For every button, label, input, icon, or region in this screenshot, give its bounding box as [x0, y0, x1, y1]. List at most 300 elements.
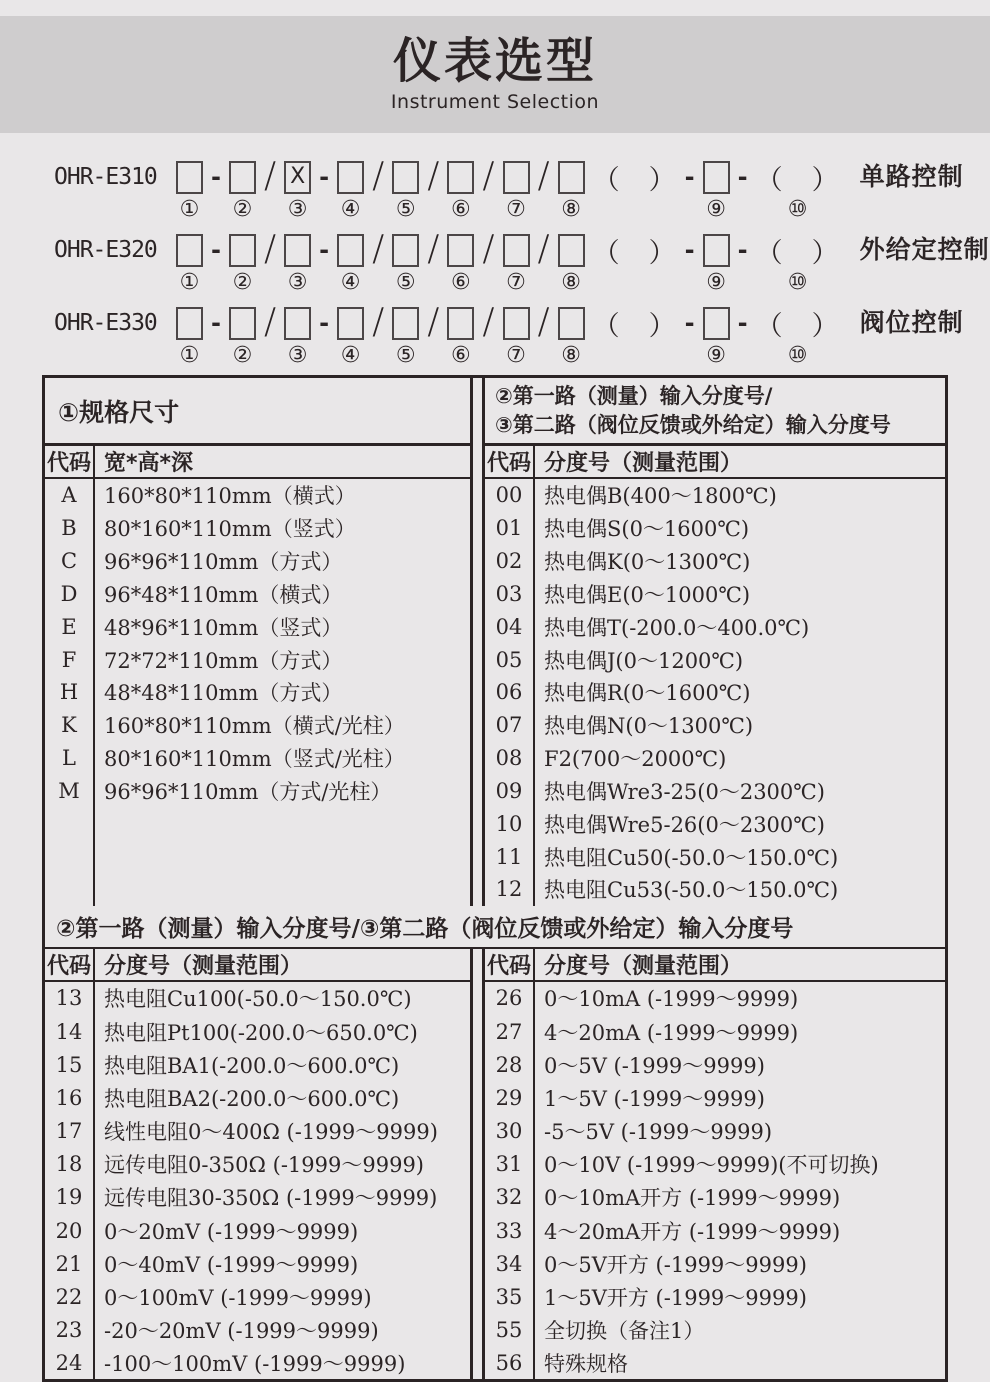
code-cell: 31: [485, 1148, 535, 1181]
code-slot: [558, 156, 585, 224]
code-box: [176, 161, 203, 194]
index-number-header-line2: ③第二路（阀位反馈或外给定）输入分度号: [495, 412, 891, 437]
token: [176, 156, 203, 198]
slash-separator: /: [427, 154, 440, 196]
desc-cell: -5～5V (-1999～9999): [544, 1120, 773, 1145]
separator-slot: [319, 156, 329, 224]
code-box-input-type: [284, 307, 311, 340]
model-row: [54, 302, 990, 370]
code-box: [392, 234, 419, 267]
code-cell: C: [45, 545, 95, 578]
position-number: ①: [179, 270, 200, 295]
separator-slot: [593, 156, 677, 224]
slash-separator: /: [482, 300, 495, 342]
table-row: [485, 807, 945, 840]
position-number: ②: [232, 197, 253, 222]
code-box: [447, 234, 474, 267]
lower-section: [45, 949, 945, 1380]
table-row: [485, 1214, 945, 1247]
desc-cell: 热电阻Cu53(-50.0～150.0℃): [544, 878, 839, 903]
parentheses: （ ）: [592, 237, 677, 269]
code-cell: 23: [45, 1314, 95, 1347]
model-name: OHR-E320: [54, 237, 157, 263]
slash-separator: /: [482, 227, 495, 269]
code-box: [447, 307, 474, 340]
spec-column-headers: [45, 446, 470, 479]
table-row: [45, 774, 470, 807]
slash-separator: /: [372, 300, 385, 342]
table-row: [45, 1347, 470, 1380]
code-column-header: 代码: [485, 446, 535, 477]
position-number: ④: [340, 343, 361, 368]
code-box: [503, 161, 530, 194]
separator-slot: [427, 156, 439, 224]
separator-slot: [482, 156, 494, 224]
table-row: [45, 1214, 470, 1247]
code-cell: 26: [485, 982, 535, 1015]
desc-cell: 热电偶K(0～1300℃): [544, 550, 751, 575]
desc-cell: 0～10V (-1999～9999)(不可切换): [544, 1153, 879, 1178]
table-row: [485, 1081, 945, 1114]
position-number: ⑨: [706, 197, 726, 222]
token: [284, 156, 311, 198]
separator-slot: [538, 302, 550, 370]
dash-separator: -: [737, 309, 748, 337]
separator-slot: [756, 156, 840, 224]
control-type-label: 单路控制: [859, 162, 964, 191]
table-divider-gap: [473, 949, 482, 1380]
spec-size-header-text: ①规格尺寸: [58, 397, 180, 427]
control-type-label: 阀位控制: [859, 308, 964, 337]
separator-slot: [319, 302, 329, 370]
token: [392, 156, 419, 198]
desc-cell: 热电阻Cu100(-50.0～150.0℃): [104, 987, 412, 1012]
code-cell: E: [45, 610, 95, 643]
separator-slot: [372, 229, 384, 297]
separator-slot: [538, 156, 550, 224]
position-number: ⑧: [561, 270, 581, 295]
code-slot: [447, 229, 474, 297]
position-number: ⑧: [561, 343, 581, 368]
parentheses: （ ）: [755, 237, 840, 269]
desc-cell: 160*80*110mm（横式）: [104, 484, 356, 509]
code-box-input-type: X: [284, 161, 311, 194]
code-slot: [229, 229, 256, 297]
dash-separator: -: [319, 236, 330, 264]
desc-cell: 热电偶R(0～1600℃): [544, 681, 751, 706]
token: [392, 229, 419, 271]
desc-cell: 0～10mA开方 (-1999～9999): [544, 1186, 841, 1211]
dash-separator: -: [737, 236, 748, 264]
position-number: ⑦: [506, 197, 526, 222]
token: [392, 302, 419, 344]
position-number: ④: [340, 197, 361, 222]
section-banner: ②第一路（测量）输入分度号/③第二路（阀位反馈或外给定）输入分度号: [45, 906, 945, 949]
code-cell: 02: [485, 545, 535, 578]
table-row: [485, 610, 945, 643]
dash-separator: -: [211, 309, 221, 337]
slash-separator: /: [537, 300, 550, 342]
position-number: ⑩: [787, 343, 808, 368]
table-row: [485, 1347, 945, 1380]
separator-slot: [685, 156, 695, 224]
spec-size-header: [45, 378, 470, 446]
index-number-rows: [485, 982, 945, 1380]
token: [229, 156, 256, 198]
table-row: [45, 1015, 470, 1048]
code-slot: [337, 302, 364, 370]
code-slot: [337, 156, 364, 224]
code-box: [447, 161, 474, 194]
table-row: [485, 840, 945, 873]
token: [229, 229, 256, 271]
position-number: ⑧: [561, 197, 581, 222]
token: [337, 302, 364, 344]
code-cell: 56: [485, 1347, 535, 1380]
code-box: [703, 161, 730, 194]
range-column-header: 分度号（测量范围）: [544, 953, 743, 979]
code-cell: 21: [45, 1247, 95, 1280]
index-number-table-bottom-left: [45, 949, 473, 1380]
code-slot: [392, 302, 419, 370]
position-number: ②: [232, 343, 253, 368]
code-cell: 03: [485, 577, 535, 610]
separator-slot: [685, 229, 695, 297]
code-cell: F: [45, 643, 95, 676]
table-row: [45, 709, 470, 742]
position-number: ⑤: [395, 197, 416, 222]
token: [558, 229, 585, 271]
slash-separator: /: [537, 154, 550, 196]
desc-cell: 热电阻BA1(-200.0～600.0℃): [104, 1053, 400, 1078]
table-row: [485, 1148, 945, 1181]
table-row: [485, 545, 945, 578]
separator-slot: [211, 156, 221, 224]
separator-slot: [264, 229, 276, 297]
page-subtitle: Instrument Selection: [390, 90, 600, 113]
table-row: [485, 676, 945, 709]
code-box: [558, 307, 585, 340]
code-box: [558, 161, 585, 194]
code-box: [176, 307, 203, 340]
control-type-label: 外给定控制: [859, 235, 990, 264]
code-cell: [45, 807, 95, 905]
desc-cell: 160*80*110mm（横式/光柱）: [104, 714, 405, 739]
code-column-header: 代码: [45, 446, 95, 477]
index-column-headers: [485, 949, 945, 982]
empty-filler: [45, 807, 470, 905]
separator-slot: [264, 156, 276, 224]
code-box: [229, 234, 256, 267]
code-cell: 12: [485, 873, 535, 906]
token: [447, 156, 474, 198]
code-slot: [703, 229, 730, 297]
token: [503, 156, 530, 198]
index-number-table-bottom-right: [482, 949, 945, 1380]
index-number-rows: [485, 479, 945, 906]
position-number: ⑤: [395, 343, 416, 368]
desc-cell: 热电偶T(-200.0～400.0℃): [544, 615, 810, 640]
desc-cell: [95, 807, 104, 905]
code-slot: [503, 302, 530, 370]
token: [176, 302, 203, 344]
model-row: [54, 229, 990, 297]
table-row: [45, 1148, 470, 1181]
code-cell: 35: [485, 1280, 535, 1313]
code-box: [503, 307, 530, 340]
slash-separator: /: [427, 300, 440, 342]
position-number: ④: [340, 270, 361, 295]
code-box: [558, 234, 585, 267]
token: [447, 229, 474, 271]
code-column-header: 代码: [45, 949, 95, 980]
slash-separator: /: [263, 227, 277, 269]
separator-slot: [264, 302, 276, 370]
code-cell: 29: [485, 1081, 535, 1114]
table-row: [45, 643, 470, 676]
dimension-column-header: 宽*高*深: [104, 451, 194, 476]
desc-cell: 1～5V开方 (-1999～9999): [544, 1286, 807, 1311]
code-box: [337, 307, 364, 340]
code-box: [392, 161, 419, 194]
table-row: [485, 577, 945, 610]
table-row: [45, 1181, 470, 1214]
separator-slot: [756, 229, 840, 297]
desc-cell: 0～40mV (-1999～9999): [104, 1252, 359, 1277]
position-number: ②: [232, 270, 253, 295]
desc-cell: 0～10mA (-1999～9999): [544, 987, 799, 1012]
code-cell: 07: [485, 709, 535, 742]
token: [703, 229, 730, 271]
code-box: [392, 307, 419, 340]
separator-slot: [538, 229, 550, 297]
table-row: [485, 774, 945, 807]
desc-cell: 4～20mA开方 (-1999～9999): [544, 1219, 841, 1244]
desc-cell: 热电偶S(0～1600℃): [544, 517, 750, 542]
separator-slot: [211, 229, 221, 297]
table-row: [485, 1015, 945, 1048]
code-slot: [284, 156, 311, 224]
code-cell: 32: [485, 1181, 535, 1214]
desc-cell: 48*96*110mm（竖式）: [104, 615, 343, 640]
index-column-headers: [485, 446, 945, 479]
code-cell: 22: [45, 1280, 95, 1313]
code-box: [703, 307, 730, 340]
table-row: [485, 1181, 945, 1214]
separator-slot: [482, 229, 494, 297]
token: [229, 302, 256, 344]
separator-slot: [372, 302, 384, 370]
dash-separator: -: [211, 163, 221, 191]
separator-slot: [372, 156, 384, 224]
range-column-header: 分度号（测量范围）: [544, 451, 743, 476]
table-row: [485, 873, 945, 906]
table-row: [45, 479, 470, 512]
table-row: [485, 1314, 945, 1347]
position-number: ⑨: [706, 343, 726, 368]
desc-cell: 0～5V开方 (-1999～9999): [544, 1252, 807, 1277]
code-cell: 16: [45, 1081, 95, 1114]
slash-separator: /: [482, 154, 495, 196]
code-slot: [703, 156, 730, 224]
table-row: [45, 1081, 470, 1114]
desc-cell: 0～20mV (-1999～9999): [104, 1219, 359, 1244]
code-cell: 17: [45, 1115, 95, 1148]
table-row: [45, 1314, 470, 1347]
desc-cell: 线性电阻0～400Ω (-1999～9999): [104, 1120, 438, 1145]
code-cell: 11: [485, 840, 535, 873]
code-slot: [558, 302, 585, 370]
separator-slot: [756, 302, 840, 370]
code-slot: [703, 302, 730, 370]
desc-cell: 热电偶N(0～1300℃): [544, 714, 754, 739]
table-row: [485, 643, 945, 676]
separator-slot: [482, 302, 494, 370]
token: [337, 156, 364, 198]
dash-separator: -: [319, 309, 330, 337]
desc-cell: 0～5V (-1999～9999): [544, 1053, 765, 1078]
separator-slot: [685, 302, 695, 370]
desc-cell: 热电偶Wre5-26(0～2300℃): [544, 812, 825, 837]
table-row: [45, 676, 470, 709]
parentheses: （ ）: [755, 164, 840, 196]
separator-slot: [738, 302, 748, 370]
code-cell: 55: [485, 1314, 535, 1347]
code-cell: A: [45, 479, 95, 512]
code-cell: 10: [485, 807, 535, 840]
desc-cell: 4～20mA (-1999～9999): [544, 1020, 799, 1045]
desc-cell: 热电偶Wre3-25(0～2300℃): [544, 779, 825, 804]
position-number: ⑩: [787, 270, 808, 295]
desc-cell: 96*48*110mm（横式）: [104, 582, 343, 607]
table-row: [45, 545, 470, 578]
token: [284, 302, 311, 344]
desc-cell: 96*96*110mm（方式）: [104, 550, 343, 575]
code-slot: [447, 302, 474, 370]
token: [176, 229, 203, 271]
code-cell: 18: [45, 1148, 95, 1181]
desc-cell: 热电偶B(400～1800℃): [544, 484, 777, 509]
page-title: 仪表选型: [392, 33, 597, 90]
index-number-rows: [45, 982, 470, 1380]
desc-cell: 72*72*110mm（方式）: [104, 648, 343, 673]
code-cell: M: [45, 774, 95, 807]
token: [447, 302, 474, 344]
slash-separator: /: [372, 227, 385, 269]
code-cell: 20: [45, 1214, 95, 1247]
table-row: [485, 982, 945, 1015]
desc-cell: 0～100mV (-1999～9999): [104, 1286, 372, 1311]
table-row: [45, 742, 470, 775]
slash-separator: /: [537, 227, 550, 269]
code-cell: 28: [485, 1048, 535, 1081]
code-cell: 00: [485, 479, 535, 512]
table-row: [485, 1115, 945, 1148]
code-box: [337, 234, 364, 267]
position-number: ③: [287, 270, 308, 295]
code-box: [703, 234, 730, 267]
desc-cell: 48*48*110mm（方式）: [104, 681, 343, 706]
dash-separator: -: [211, 236, 221, 264]
code-cell: 14: [45, 1015, 95, 1048]
table-row: [485, 512, 945, 545]
spec-size-table: [45, 378, 473, 906]
desc-cell: 远传电阻30-350Ω (-1999～9999): [104, 1186, 438, 1211]
table-row: [45, 982, 470, 1015]
code-slot: [337, 229, 364, 297]
model-row: [54, 156, 990, 224]
dash-separator: -: [737, 163, 748, 191]
token: [284, 229, 311, 271]
position-number: ⑤: [395, 270, 416, 295]
separator-slot: [427, 302, 439, 370]
code-slot: [392, 229, 419, 297]
table-row: [485, 709, 945, 742]
desc-cell: 80*160*110mm（竖式）: [104, 517, 356, 542]
parentheses: （ ）: [592, 164, 677, 196]
separator-slot: [427, 229, 439, 297]
slash-separator: /: [263, 300, 277, 342]
position-number: ③: [287, 343, 308, 368]
position-number: ⑦: [506, 343, 526, 368]
code-cell: B: [45, 512, 95, 545]
code-slot: [284, 302, 311, 370]
code-cell: 08: [485, 742, 535, 775]
desc-cell: 热电偶J(0～1200℃): [544, 648, 744, 673]
code-cell: D: [45, 577, 95, 610]
table-row: [45, 610, 470, 643]
position-number: ⑥: [450, 343, 471, 368]
desc-cell: 热电偶E(0～1000℃): [544, 582, 751, 607]
index-number-header: [485, 378, 945, 446]
upper-section: [45, 378, 945, 906]
dash-separator: -: [684, 309, 695, 337]
code-cell: H: [45, 676, 95, 709]
table-row: [45, 1280, 470, 1313]
code-cell: K: [45, 709, 95, 742]
code-cell: 13: [45, 982, 95, 1015]
desc-cell: 1～5V (-1999～9999): [544, 1086, 765, 1111]
model-name: OHR-E330: [54, 310, 157, 336]
separator-slot: [593, 229, 677, 297]
table-row: [485, 1048, 945, 1081]
code-slot: [392, 156, 419, 224]
position-number: ①: [179, 197, 200, 222]
index-column-headers: [45, 949, 470, 982]
desc-cell: 热电阻Cu50(-50.0～150.0℃): [544, 845, 839, 870]
code-cell: 01: [485, 512, 535, 545]
spec-size-rows: [45, 479, 470, 906]
code-slot: [503, 156, 530, 224]
position-number: ⑩: [787, 197, 808, 222]
code-box: [229, 307, 256, 340]
desc-cell: 特殊规格: [544, 1352, 628, 1377]
code-cell: 04: [485, 610, 535, 643]
table-row: [485, 1280, 945, 1313]
range-column-header: 分度号（测量范围）: [104, 953, 303, 979]
separator-slot: [593, 302, 677, 370]
code-cell: 34: [485, 1247, 535, 1280]
code-box: [176, 234, 203, 267]
position-number: ⑨: [706, 270, 726, 295]
code-cell: 24: [45, 1347, 95, 1380]
code-cell: 15: [45, 1048, 95, 1081]
code-box-input-type: [284, 234, 311, 267]
desc-cell: 远传电阻0-350Ω (-1999～9999): [104, 1153, 424, 1178]
desc-cell: 热电阻Pt100(-200.0～650.0℃): [104, 1020, 418, 1045]
index-number-table-top: [482, 378, 945, 906]
desc-cell: 96*96*110mm（方式/光柱）: [104, 779, 392, 804]
